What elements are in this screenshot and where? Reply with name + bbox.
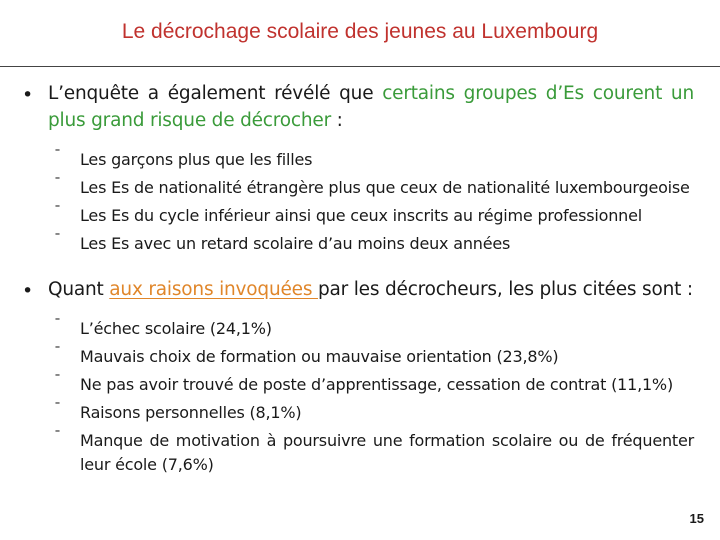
list-item: ˉ Les Es de nationalité étrangère plus que ceux de nationalité luxembourgeoise [54, 176, 694, 200]
reasons-list [22, 317, 694, 477]
bullet-highlight: aux raisons invoquées [109, 279, 318, 300]
dash-marker: ˉ [54, 148, 61, 164]
bullet-prefix: Quant [48, 279, 110, 300]
bullet-highlight: certains groupes d’Es courent un plus grand risque de décrocher [48, 83, 694, 131]
bullet-prefix: L’enquête a également révélé que [48, 83, 383, 104]
bullet-reasons [22, 276, 694, 303]
list-item: ˉ L’échec scolaire (24,1%) [54, 317, 694, 341]
dash-marker: ˉ [54, 317, 61, 333]
dash-marker: ˉ [54, 373, 61, 389]
list-item: ˉ Les Es avec un retard scolaire d’au moins deux années [54, 232, 694, 256]
dash-marker: ˉ [54, 204, 61, 220]
page-number: 15 [689, 511, 704, 526]
bullet-text [48, 80, 694, 134]
bullet-risk-groups [22, 80, 694, 134]
list-item: ˉ Raisons personnelles (8,1%) [54, 401, 694, 425]
slide-content [22, 80, 694, 477]
list-item: ˉ Les Es du cycle inférieur ainsi que ceux inscrits au régime professionnel [54, 204, 694, 228]
dash-marker: ˉ [54, 232, 61, 248]
list-item: ˉ Ne pas avoir trouvé de poste d’apprentissage, cessation de contrat (11,1%) [54, 373, 694, 397]
slide-title: Le décrochage scolaire des jeunes au Luxembourg [121, 20, 599, 43]
bullet-marker: • [22, 280, 34, 302]
title-divider [0, 66, 720, 67]
list-item: ˉ Manque de motivation à poursuivre une formation scolaire ou de fréquenter leur école (7,6%) [54, 429, 694, 477]
dash-marker: ˉ [54, 345, 61, 361]
dash-marker: ˉ [54, 429, 61, 445]
dash-marker: ˉ [54, 176, 61, 192]
list-item: ˉ Mauvais choix de formation ou mauvaise orientation (23,8%) [54, 345, 694, 369]
bullet-suffix: : [330, 110, 343, 131]
risk-groups-list [22, 148, 694, 256]
bullet-suffix: par les décrocheurs, les plus citées sont : [317, 279, 693, 300]
bullet-text [48, 276, 694, 303]
list-item: ˉ Les garçons plus que les filles [54, 148, 694, 172]
bullet-marker: • [22, 84, 34, 106]
dash-marker: ˉ [54, 401, 61, 417]
